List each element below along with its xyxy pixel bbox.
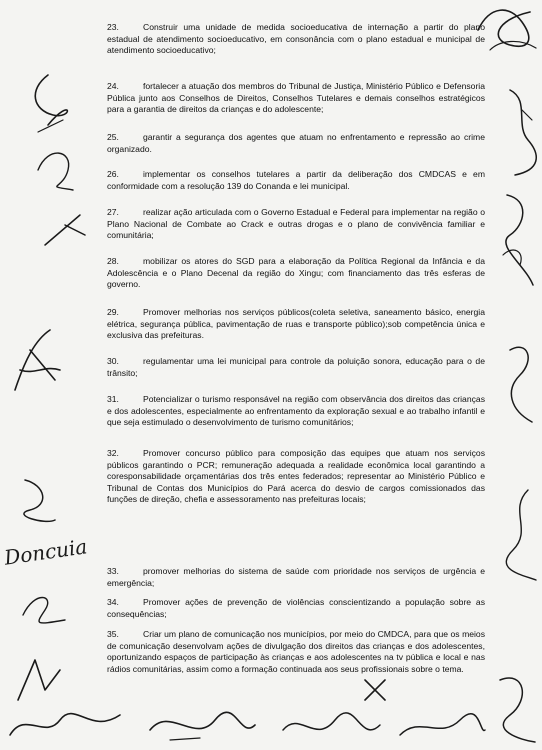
item-text: Criar um plano de comunicação nos municípios, por meio do CMDCA, para que os meios de comunicação desenvolvam ações de divulgação dos direitos das crianças e dos adolescentes, oportunizando espaços de participação às crianças e aos adolescentes na tv pública e local e nas rádios comunitárias, assim como a formação continuada aos seus profissionais sobre o tema. [107, 629, 485, 674]
item-number: 27. [107, 207, 119, 217]
signature-right-1 [500, 80, 542, 180]
item-text: realizar ação articulada com o Governo Estadual e Federal para implementar na região o Plano Nacional de Combate ao Crack e outras drogas e o plano de convivência familiar e comunitária; [107, 207, 485, 241]
list-item [107, 307, 485, 342]
signature-left-2 [28, 140, 83, 195]
list-item [107, 132, 485, 155]
list-item [107, 256, 485, 291]
list-item [107, 81, 485, 116]
list-item [107, 629, 485, 675]
item-number: 30. [107, 356, 119, 366]
item-text: garantir a segurança dos agentes que atuam no enfrentamento e repressão ao crime organizado. [107, 132, 485, 154]
signature-bottom-4 [390, 705, 490, 750]
signature-left-5 [15, 470, 65, 530]
item-text: Promover melhorias nos serviços públicos(coleta seletiva, saneamento básico, energia elétrica, segurança pública, pavimentação de ruas e transporte público);sob competência única e exclusiva das prefeituras. [107, 307, 485, 341]
list-item [107, 169, 485, 192]
signature-top-right [470, 0, 542, 60]
signature-mark [360, 675, 390, 705]
signature-right-4 [498, 480, 542, 590]
item-number: 28. [107, 256, 119, 266]
list-item [107, 356, 485, 379]
item-text: Potencializar o turismo responsável na região com observância dos direitos das crianças e dos adolescentes, especialmente ao enfrentamento da exploração sexual e ao trabalho infantil e que seja estimulado o desenvolvimento de turismo comunitários; [107, 394, 485, 428]
item-number: 31. [107, 394, 119, 404]
item-text: regulamentar uma lei municipal para controle da poluição sonora, educação para o de trânsito; [107, 356, 485, 378]
signature-left-4 [5, 320, 70, 405]
signature-right-2 [495, 185, 542, 295]
item-text: implementar os conselhos tutelares a partir da deliberação dos CMDCAS e em conformidade com a resolução 139 do Conanda e lei municipal. [107, 169, 485, 191]
signature-bottom-3 [275, 705, 385, 750]
signature-right-5 [490, 660, 542, 750]
list-item [107, 597, 485, 620]
item-number: 35. [107, 629, 119, 639]
item-number: 32. [107, 448, 119, 458]
item-number: 24. [107, 81, 119, 91]
item-number: 29. [107, 307, 119, 317]
item-text: mobilizar os atores do SGD para a elaboração da Política Regional da Infância e da Adolescência e o Plano Decenal da região do Xingu; com financiamento das três esferas de governo. [107, 256, 485, 290]
item-number: 26. [107, 169, 119, 179]
item-number: 23. [107, 22, 119, 32]
item-number: 33. [107, 566, 119, 576]
signature-bottom-1 [0, 700, 130, 750]
signature-handwritten-name: Doncuia [2, 534, 89, 570]
signature-bottom-2 [140, 700, 260, 750]
list-item [107, 207, 485, 242]
list-item [107, 566, 485, 589]
item-number: 34. [107, 597, 119, 607]
signature-left-3 [40, 205, 90, 255]
list-item [107, 22, 485, 57]
signature-left-6 [15, 580, 70, 630]
item-text: fortalecer a atuação dos membros do Tribunal de Justiça, Ministério Público e Defensoria Pública junto aos Conselhos de Direitos, Conselhos Tutelares e demais conselhos estratégicos para a garantia de direitos da crianças e do adolescente; [107, 81, 485, 115]
list-item [107, 394, 485, 429]
signature-left-1 [18, 70, 78, 140]
item-text: Promover concurso público para composição das equipes que atuam nos serviços públicos garantindo o PCR; remuneração adequada a realidade econômica local garantindo a coresponsabilidade orçamentárias dos três entes federados; representar ao Ministério Público e Tribunal de Contas dos Municípios do Pará acerca do desvio de cargos comissionados das funções de direção, chefia e assessoramento nas prefeituras locais; [107, 448, 485, 505]
item-text: Construir uma unidade de medida socioeducativa de internação a partir do plano estadual de atendimento socioeducativo, em consonância com o plano estadual e municipal de atendimento socioeducativo; [107, 22, 485, 56]
item-number: 25. [107, 132, 119, 142]
signature-right-3 [500, 330, 542, 430]
item-text: Promover ações de prevenção de violências conscientizando a população sobre as consequências; [107, 597, 485, 619]
item-text: promover melhorias do sistema de saúde com prioridade nos serviços de urgência e emergência; [107, 566, 485, 588]
list-item [107, 448, 485, 506]
